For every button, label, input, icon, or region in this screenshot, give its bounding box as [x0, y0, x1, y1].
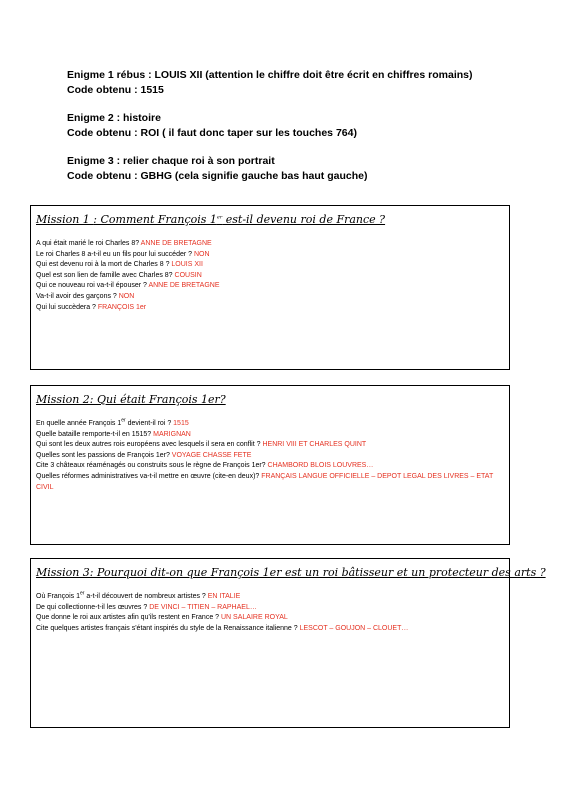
mission-1-row: A qui était marié le roi Charles 8? ANNE DE BRETAGNE: [36, 240, 212, 247]
mission-2-title: Mission 2: Qui était François 1er?: [36, 393, 226, 406]
enigme-2: [67, 111, 537, 140]
mission-1-title: Mission 1 : Comment François 1er est-il devenu roi de France ?: [36, 213, 386, 226]
mission-1-box: [30, 205, 510, 370]
mission-1-row: Le roi Charles 8 a-t-il eu un fils pour lui succéder ? NON: [36, 250, 210, 258]
enigmes-summary: [67, 68, 537, 197]
mission-2-row: Quelle bataille remporte-t-il en 1515? MARIGNAN: [36, 430, 191, 438]
mission-3-box: [30, 558, 546, 728]
mission-3-row: Cite quelques artistes français s'étant inspirés du style de la Renaissance italienne ? LESCOT – GOUJON – CLOUET…: [36, 624, 409, 632]
mission-1-row: Quel est son lien de famille avec Charles 8? COUSIN: [36, 271, 202, 279]
mission-2-row: Quelles réformes administratives va-t-il mettre en œuvre (cite-en deux)? FRANÇAIS LANGUE OFFICIELLE – DEPOT LEGAL DES LIVRES – ETAT CIVIL: [36, 472, 494, 491]
mission-2-box: [30, 385, 510, 545]
mission-1-row: Qui est devenu roi à la mort de Charles 8 ? LOUIS XII: [36, 261, 203, 269]
enigme-3-title: Enigme 3 : relier chaque roi à son portrait: [67, 155, 275, 167]
mission-2-row: Cite 3 châteaux réaménagés ou construits sous le règne de François 1er? CHAMBORD BLOIS LOUVRES…: [36, 462, 374, 470]
enigme-2-title: Enigme 2 : histoire: [67, 112, 161, 124]
mission-3-row: Que donne le roi aux artistes afin qu'ils restent en France ? UN SALAIRE ROYAL: [36, 614, 288, 622]
enigme-2-code: Code obtenu : ROI ( il faut donc taper sur les touches 764): [67, 126, 357, 139]
mission-1-row: Va-t-il avoir des garçons ? NON: [36, 292, 135, 300]
enigme-1-code: Code obtenu : 1515: [67, 83, 164, 96]
enigme-3-code: Code obtenu : GBHG (cela signifie gauche bas haut gauche): [67, 169, 368, 182]
mission-1-row: Qui lui succèdera ? FRANÇOIS 1er: [36, 303, 147, 311]
mission-3-row: De qui collectionne-t-il les œuvres ? DE VINCI – TITIEN – RAPHAEL…: [36, 603, 257, 611]
mission-2-row: En quelle année François 1er devient-il roi ? 1515: [36, 417, 189, 427]
enigme-3: [67, 154, 537, 183]
mission-2-row: Qui sont les deux autres rois européens avec lesquels il sera en conflit ? HENRI VIII ET CHARLES QUINT: [36, 441, 367, 449]
mission-1-row: Qui ce nouveau roi va-t-il épouser ? ANNE DE BRETAGNE: [36, 282, 220, 290]
mission-3-row: Où François 1er a-t-il découvert de nombreux artistes ? EN ITALIE: [36, 590, 241, 600]
enigme-1-title: Enigme 1 rébus : LOUIS XII (attention le chiffre doit être écrit en chiffres romains): [67, 69, 473, 81]
mission-2-row: Quelles sont les passions de François 1er? VOYAGE CHASSE FETE: [36, 451, 252, 459]
mission-3-title: Mission 3: Pourquoi dit-on que François 1er est un roi bâtisseur et un protecteur des arts ?: [36, 566, 546, 579]
enigme-1: [67, 68, 537, 97]
